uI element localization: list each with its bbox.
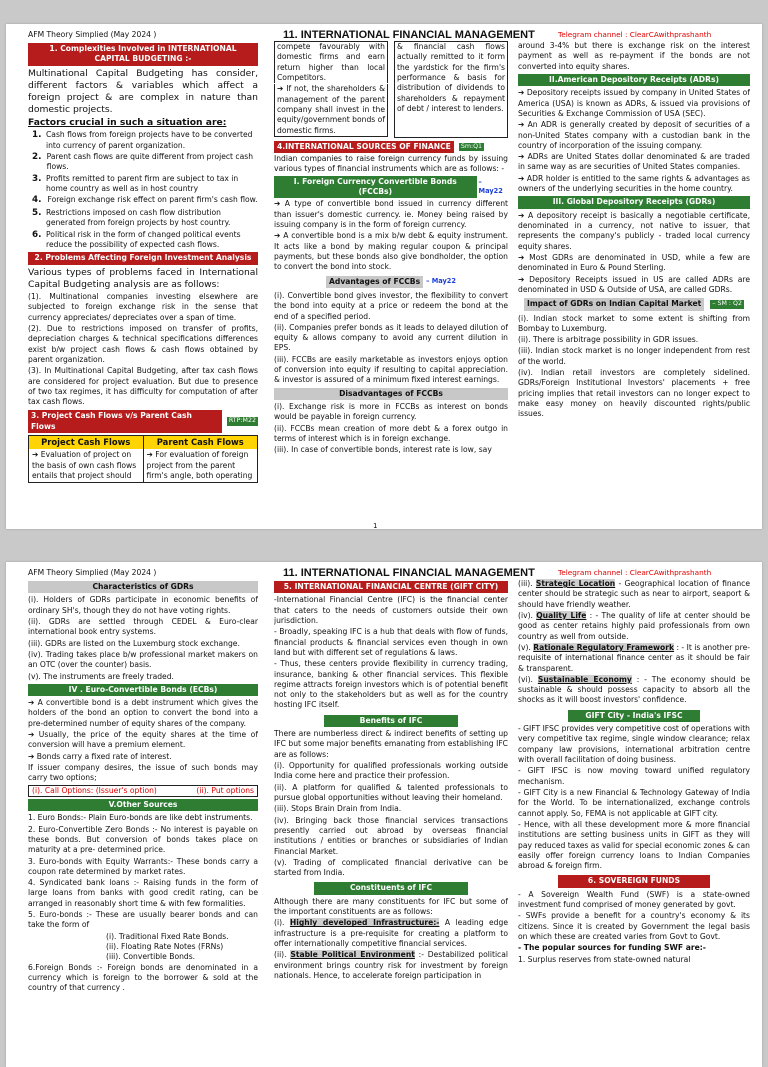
column-1	[28, 579, 258, 995]
column-2	[274, 579, 508, 982]
list-item: 2. Parent cash flows are quite different from project cash flows.	[32, 151, 254, 172]
put-option: (ii). Put options	[196, 785, 254, 795]
paragraph: (ii). Stable Political Environment :- Destabilized political environment brings country risk for investment by foreign nationals. Hence, to accelerate foreign participation in	[274, 950, 508, 980]
header-left: AFM Theory Simplied (May 2024 )	[28, 568, 157, 577]
paragraph: ➔ Most GDRs are denominated in USD, while a few are denominated in Euro & Pound Sterling.	[518, 252, 750, 273]
paragraph: ➔ A convertible bond is a debt instrument which gives the holders of the bond an option to convert the bond into a pre-determined number of equity shares of the company.	[28, 698, 258, 728]
paragraph: -International Financial Centre (IFC) is the financial center that caters to the needs of customers outside their own jurisdiction.	[274, 595, 508, 625]
paragraph: ➔ An ADR is generally created by deposit of securities of a non-United States company with a custodian bank in the country of incorporation of the issuing company.	[518, 120, 750, 150]
paragraph: - GIFT City is a new Financial & Technology Gateway of India for the World. To be internationalized, exchange controls cannot apply. So, FEMA is not applicable at GIFT city.	[518, 787, 750, 818]
paragraph: ➔ ADRs are United States dollar denominated & are traded in same way as are securities of United States companies.	[518, 152, 750, 172]
table-header: Parent Cash Flows	[144, 436, 258, 449]
paragraph: (iv). Quality Life : - The quality of life at center should be good as center retains highly paid professionals from own country as well from outside.	[518, 610, 750, 641]
paragraph: (vi). Sustainable Economy : - The economy should be sustainable & should possess capacity to absorb all the shocks as it will boost investors' confidence.	[518, 674, 750, 705]
paragraph: (3). In Multinational Capital Budgeting, after tax cash flows are considered for project evaluation. But due to presence of two tax regimes, it has difficulty for computation of after tax cash flows.	[28, 366, 258, 407]
paragraph: (2). Due to restrictions imposed on transfer of profits, depreciation charges & technical specifications differences exist b/w project cash flows & cash flows obtained by parent organization.	[28, 323, 258, 364]
paragraph: compete favourably with domestic firms and earn return higher than local Competitors.	[274, 41, 388, 83]
exam-tag: – May22	[478, 178, 503, 196]
table-header: Project Cash Flows	[29, 436, 143, 449]
list-item: 1. Cash flows from foreign projects have to be converted into currency of parent organization.	[32, 130, 253, 150]
subheading-disadvantages: Disadvantages of FCCBs	[274, 388, 508, 400]
paragraph: 1. Surplus reserves from state-owned natural	[518, 954, 691, 964]
section-heading-problems: 2. Problems Affecting Foreign Investment Analysis	[28, 252, 258, 264]
paragraph: (i). Opportunity for qualified professionals working outside India come here and practice their profession.	[274, 761, 508, 781]
exam-tag: – May22	[426, 277, 456, 286]
page-1	[6, 24, 762, 529]
paragraph: - GIFT IFSC is now moving toward unified regulatory mechanism.	[518, 766, 750, 786]
paragraph: ➔ ADR holder is entitled to the same rights & advantages as owners of the underlying securities in the home country.	[518, 173, 750, 194]
paragraph: (v). The instruments are freely traded.	[28, 671, 174, 681]
subheading-constituents: Constituents of IFC	[314, 882, 468, 894]
paragraph: ➔ Usually, the price of the equity shares at the time of conversion will have a premium element.	[28, 730, 258, 750]
header-telegram: Telegram channel : ClearCAwithprashanth	[558, 30, 712, 39]
paragraph: ➔ A type of convertible bond issued in currency different than issuer's domestic currency. ie. Money being raised by issuing company is in the form of foreign currency.	[274, 199, 508, 229]
paragraph: There are numberless direct & indirect benefits of setting up IFC but some major benefits emanating from establishing IFC are as follows:	[274, 729, 508, 759]
header-left: AFM Theory Simplied (May 2024 )	[28, 30, 157, 39]
paragraph: (iv). Trading takes place b/w professional market makers on an OTC (over the counter) basis.	[28, 649, 258, 670]
subheading-impact: Impact of GDRs on Indian Capital Market	[524, 298, 704, 310]
paragraph: (ii). Companies prefer bonds as it leads to delayed dilution of equity & allows company to avoid any current dilution in EPS.	[274, 322, 508, 353]
table-cell: ➔ For evaluation of foreign project from the parent firm's angle, both operating	[146, 450, 253, 481]
paragraph: & financial cash flows actually remitted to it form the yardstick for the firm's performance & basis for distribution of dividends to shareholders & repayment of debt / interest to lenders.	[394, 41, 508, 138]
header-telegram: Telegram channel : ClearCAwithprashanth	[558, 568, 712, 577]
paragraph: (ii). Floating Rate Notes (FRNs)	[106, 942, 224, 951]
header-title: 11. INTERNATIONAL FINANCIAL MANAGEMENT	[283, 567, 535, 579]
paragraph: 5. Euro-bonds :- These are usually bearer bonds and can take the form of	[28, 910, 258, 930]
section-heading-ifc: 5. INTERNATIONAL FINANCIAL CENTRE (GIFT CITY)	[274, 581, 508, 593]
paragraph: - Broadly, speaking IFC is a hub that deals with flow of funds, financial products & financial services even though in own land but with different set of regulations & laws.	[274, 627, 508, 657]
paragraph: (v). Trading of complicated financial derivative can be started from India.	[274, 857, 508, 878]
paragraph: ➔ A depository receipt is basically a negotiable certificate, denominated in a currency, not native to issuer, that represents the company's publicly - traded local currency equity shares.	[518, 210, 750, 251]
table-cell: ➔ Evaluation of project on the basis of own cash flows entails that project should	[32, 450, 137, 481]
factors-heading: Factors crucial in such a situation are:	[28, 117, 227, 129]
subheading-benefits: Benefits of IFC	[324, 715, 458, 727]
paragraph: (iii). GDRs are listed on the Luxemburg stock exchange.	[28, 638, 240, 648]
page-2	[6, 562, 762, 1067]
exam-tag: Sm:Q1	[460, 142, 483, 150]
paragraph: - A Sovereign Wealth Fund (SWF) is a state-owned investment fund comprised of money generated by govt.	[518, 889, 750, 910]
factors-list	[32, 130, 258, 250]
paragraph: (i). Holders of GDRs participate in economic benefits of ordinary SH's, though they do not have voting rights.	[28, 595, 258, 615]
paragraph: 4. Syndicated bank loans :- Raising funds in the form of large loans from banks with good credit rating, can be arranged in reasonably short time & with few formalities.	[28, 878, 258, 908]
paragraph: (i). Indian stock market to some extent is shifting from Bombay to Luxemburg.	[518, 313, 750, 333]
paragraph: - SWFs provide a benefit for a country's economy & its citizens. Since it is created by Government the legal basis on which these are created varies from Govt to Govt.	[518, 911, 750, 941]
paragraph: (iv). Bringing back those financial services transactions presently carried out abroad by overseas financial institutions / entities or branches or subsidiaries of Indian Financial Market.	[274, 815, 508, 856]
paragraph: around 3-4% but there is exchange risk on the interest payment as well as re-payment if the bonds are not converted into equity shares.	[518, 41, 750, 71]
paragraph: ➔ Depository Receipts issued in US are called ADRs are denominated in USD & Outside of USA, are called GDRs.	[518, 274, 750, 294]
section-heading-complexities: 1. Complexities Involved in INTERNATIONAL CAPITAL BUDGETING :-	[28, 43, 258, 66]
paragraph: ➔ Depository receipts issued by company in United States of America (USA) is known as ADRs, & issued via provisions of Securities & Exchange Commission of USA (SEC).	[518, 88, 750, 118]
column-1	[28, 41, 258, 483]
column-3	[518, 579, 750, 966]
section-heading-sources: 4.INTERNATIONAL SOURCES OF FINANCE	[274, 141, 454, 153]
paragraph: ➔ A convertible bond is a mix b/w debt & equity instrument. It acts like a bond by making regular coupon & principal payments, but these bonds also give bondholder, the option to convert the bond into stock.	[274, 231, 508, 272]
paragraph: Indian companies to raise foreign currency funds by issuing various types of financial instruments which are as follows: -	[274, 154, 508, 174]
paragraph: (v). Rationale Regulatory Framework : - It is another pre-requisite of international finance center as it should be fair & transparent.	[518, 642, 750, 673]
paragraph: Various types of problems faced in International Capital Budgeting analysis are as follows:	[28, 266, 258, 290]
paragraph: (ii). FCCBs mean creation of more debt & a forex outgo in terms of interest which is in foreign exchange.	[274, 423, 508, 443]
paragraph: (i). Traditional Fixed Rate Bonds.	[106, 931, 229, 941]
cashflow-table	[28, 435, 258, 483]
paragraph: (ii). GDRs are settled through CEDEL & Euro-clear international book entry systems.	[28, 616, 258, 637]
paragraph: (1). Multinational companies investing elsewhere are subjected to foreign exchange risk in the sense that currency appreciates/ depreciates over a span of time.	[28, 292, 258, 322]
subsection-heading-ecb: IV . Euro-Convertible Bonds (ECBs)	[28, 684, 258, 696]
list-item: 5. Restrictions imposed on cash flow distribution generated from foreign projects by host country.	[32, 208, 231, 228]
subheading-gift-city: GIFT City - India's IFSC	[568, 710, 700, 722]
paragraph: Although there are many constituents for IFC but some of the important constituents are as follows:	[274, 896, 508, 917]
paragraph: - Thus, these centers provide flexibility in currency trading, insurance, banking & other financial services. This flexible regime attracts foreign investors which is of potential benefit not only to the stakeholders but as well as for the country hosting IFC itself.	[274, 659, 508, 710]
section-heading-cashflows: 3. Project Cash Flows v/s Parent Cash Flows	[28, 410, 222, 433]
list-item: 6. Political risk in the form of changed political events reduce the possibility of expected cash flows.	[32, 229, 241, 250]
section-heading-sovereign: 6. SOVEREIGN FUNDS	[558, 875, 710, 887]
paragraph: ➔ If not, the shareholders & management of the parent company shall invest in the equity/government bonds of domestic firms.	[274, 84, 388, 137]
column-3	[518, 41, 750, 421]
exam-tag: RTP:M22	[228, 417, 256, 425]
paragraph: Multinational Capital Budgeting has consider, different factors & variables which affect a foreign project & are complex in nature than domestic projects.	[28, 67, 258, 116]
subsection-heading-fccb: I. Foreign Currency Convertible Bonds (FCCBs)	[274, 176, 477, 199]
exam-tag: – SM : Q2	[712, 300, 742, 308]
paragraph: (ii). There is arbitrage possibility in GDR issues.	[518, 335, 699, 345]
paragraph: (iii). Stops Brain Drain from India.	[274, 804, 402, 814]
list-item: 3. Profits remitted to parent firm are subject to tax in home country as well as in host country	[32, 173, 239, 193]
paragraph: (i). Highly developed Infrastructure:- A leading edge infrastructure is a pre-requisite for creating a platform to offer internationally competitive financial services.	[274, 918, 508, 948]
paragraph: (iii). Strategic Location - Geographical location of finance center should be strategic such as near to airport, seaport & should have friendly weather.	[518, 579, 750, 609]
call-option: (i). Call Options: (Issuer's option)	[32, 785, 157, 795]
paragraph: - Hence, with all these development more & more financial institutions are setting business units in GIFT as they will pay reduced taxes as valid for special economic zones & can easily offer foreign currency loans to Indian Companies abroad & foreign firm.	[518, 819, 750, 871]
paragraph: (iii). Convertible Bonds.	[106, 952, 196, 962]
paragraph: ➔ Bonds carry a fixed rate of interest.	[28, 751, 172, 761]
options-box	[28, 785, 258, 797]
paragraph: 3. Euro-bonds with Equity Warrants:- These bonds carry a coupon rate determined by market rates.	[28, 856, 258, 876]
paragraph: - GIFT IFSC provides very competitive cost of operations with very competitive tax regime, single window clearance; relax company law provisions, international arbitration centre with overall facilitation of doing business.	[518, 724, 750, 764]
paragraph: 1. Euro Bonds:- Plain Euro-bonds are like debt instruments.	[28, 813, 253, 823]
list-item: 4. Foreign exchange risk effect on parent firm's cash flow.	[32, 195, 258, 206]
paragraph: (i). Convertible bond gives investor, the flexibility to convert the bond into equity at a price or redeem the bond at the end of a specified period.	[274, 290, 508, 321]
paragraph: 6.Foreign Bonds :- Foreign bonds are denominated in a currency which is foreign to the borrower & sold at the country of that currency .	[28, 962, 258, 993]
paragraph: If issuer company desires, the issue of such bonds may carry two options;	[28, 763, 258, 783]
subheading-advantages: Advantages of FCCBs	[326, 276, 423, 288]
paragraph: 2. Euro-Convertible Zero Bonds :- No interest is payable on these bonds. But conversion of bonds takes place on maturity at a pre- determined price.	[28, 824, 258, 855]
header-title: 11. INTERNATIONAL FINANCIAL MANAGEMENT	[283, 29, 535, 41]
subsection-heading-adr: II.American Depository Receipts (ADRs)	[518, 74, 750, 86]
paragraph: (iv). Indian retail investors are completely sidelined. GDRs/Foreign Institutional Investors' placements + free pricing implies that retail investors can no longer expect to make easy money on heavily discounted rights/public issues.	[518, 368, 750, 419]
paragraph: - The popular sources for funding SWF are:-	[518, 943, 706, 953]
subsection-heading-other-sources: V.Other Sources	[28, 799, 258, 811]
paragraph: (iii). Indian stock market is no longer independent from rest of the world.	[518, 346, 750, 366]
paragraph: (iii). FCCBs are easily marketable as investors enjoys option of conversion into equity if resulting to capital appreciation. & investor is assured of a minimum fixed interest earnings.	[274, 354, 508, 385]
paragraph: (iii). In case of convertible bonds, interest rate is low, say	[274, 445, 492, 455]
paragraph: (ii). A platform for qualified & talented professionals to pursue global opportunities without leaving their homeland.	[274, 782, 508, 802]
subsection-heading-gdr: III. Global Depository Receipts (GDRs)	[518, 196, 750, 208]
subheading-characteristics: Characteristics of GDRs	[28, 581, 258, 593]
column-2	[274, 41, 508, 457]
paragraph: (i). Exchange risk is more in FCCBs as interest on bonds would be payable in foreign currency.	[274, 402, 508, 422]
page-number: 1	[373, 522, 378, 529]
